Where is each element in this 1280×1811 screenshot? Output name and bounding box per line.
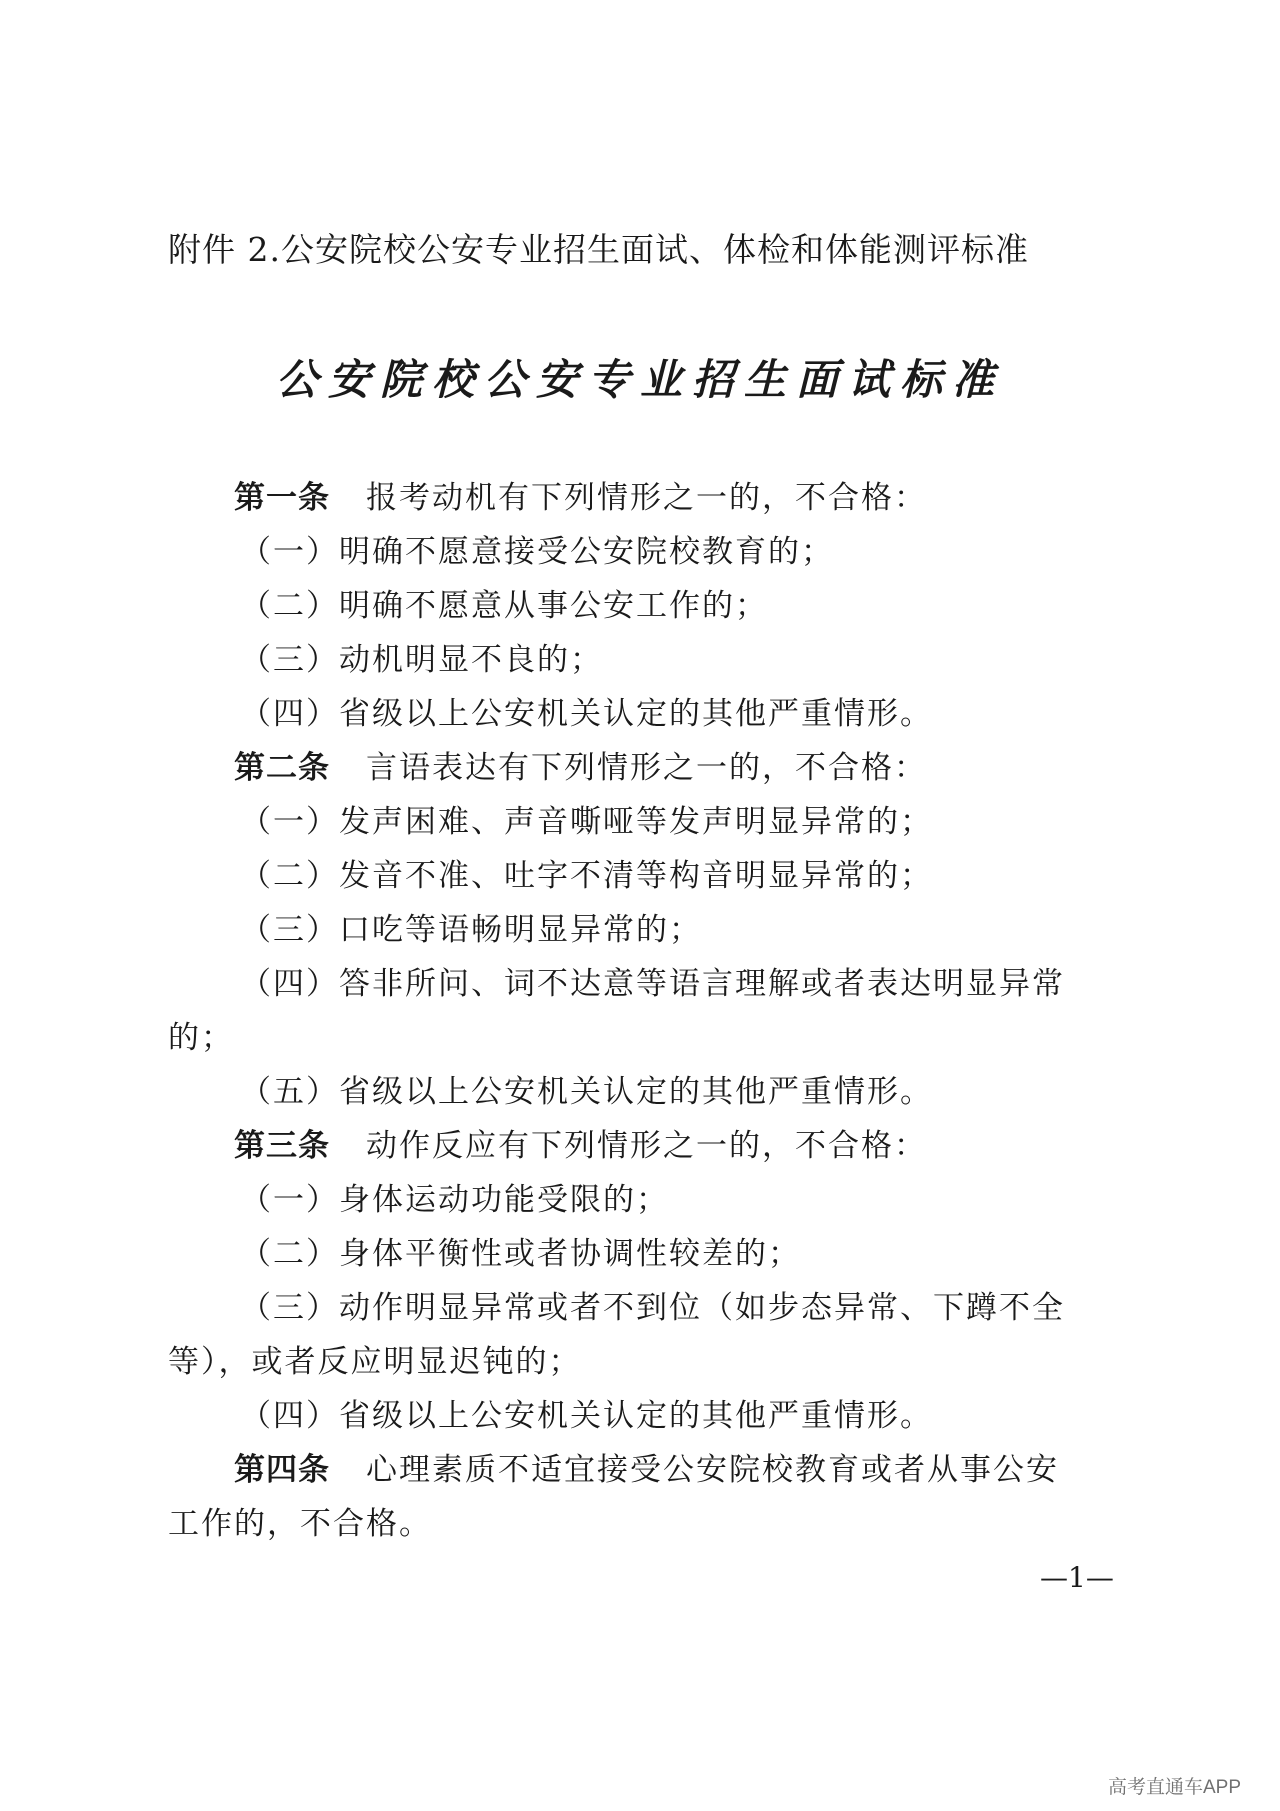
article-1-item: （四）省级以上公安机关认定的其他严重情形。: [240, 696, 933, 732]
article-4-label: 第四条: [234, 1452, 330, 1488]
article-2-item-continuation: 的；: [168, 1020, 234, 1056]
article-2-intro: 言语表达有下列情形之一的，不合格：: [366, 750, 927, 786]
article-4-intro: 心理素质不适宜接受公安院校教育或者从事公安: [366, 1452, 1059, 1488]
article-2-item: （五）省级以上公安机关认定的其他严重情形。: [240, 1074, 933, 1110]
article-1-item: （三）动机明显不良的；: [240, 642, 603, 678]
page-number: —1—: [1040, 1561, 1114, 1594]
article-2-label: 第二条: [234, 750, 330, 786]
article-3-item: （四）省级以上公安机关认定的其他严重情形。: [240, 1398, 933, 1434]
watermark: 高考直通车APP: [1108, 1777, 1242, 1798]
article-3-item-continuation: 等），或者反应明显迟钝的；: [168, 1344, 582, 1380]
article-3-item: （二）身体平衡性或者协调性较差的；: [240, 1236, 801, 1272]
attachment-heading: 附件 2.公安院校公安专业招生面试、体检和体能测评标准: [168, 230, 1029, 269]
article-3-intro: 动作反应有下列情形之一的，不合格：: [366, 1128, 927, 1164]
article-4-continuation: 工作的，不合格。: [168, 1506, 432, 1542]
article-3-label: 第三条: [234, 1128, 330, 1164]
article-3-item: （一）身体运动功能受限的；: [240, 1182, 669, 1218]
article-2-item: （三）口吃等语畅明显异常的；: [240, 912, 702, 948]
article-1-label: 第一条: [234, 480, 330, 516]
article-1-heading: [168, 471, 1128, 525]
article-3-heading: [168, 1119, 1128, 1173]
article-2-item: （二）发音不准、吐字不清等构音明显异常的；: [240, 858, 933, 894]
article-2-item: （四）答非所问、词不达意等语言理解或者表达明显异常: [240, 966, 1065, 1002]
article-1-item: （一）明确不愿意接受公安院校教育的；: [240, 534, 834, 570]
article-3-item: （三）动作明显异常或者不到位（如步态异常、下蹲不全: [240, 1290, 1065, 1326]
article-4-heading: [168, 1443, 1128, 1497]
article-2-heading: [168, 741, 1128, 795]
article-2-item: （一）发声困难、声音嘶哑等发声明显异常的；: [240, 804, 933, 840]
document-body: [168, 471, 1128, 1551]
article-1-intro: 报考动机有下列情形之一的，不合格：: [366, 480, 927, 516]
document-title: 公安院校公安专业招生面试标准: [275, 355, 1004, 404]
article-1-item: （二）明确不愿意从事公安工作的；: [240, 588, 768, 624]
